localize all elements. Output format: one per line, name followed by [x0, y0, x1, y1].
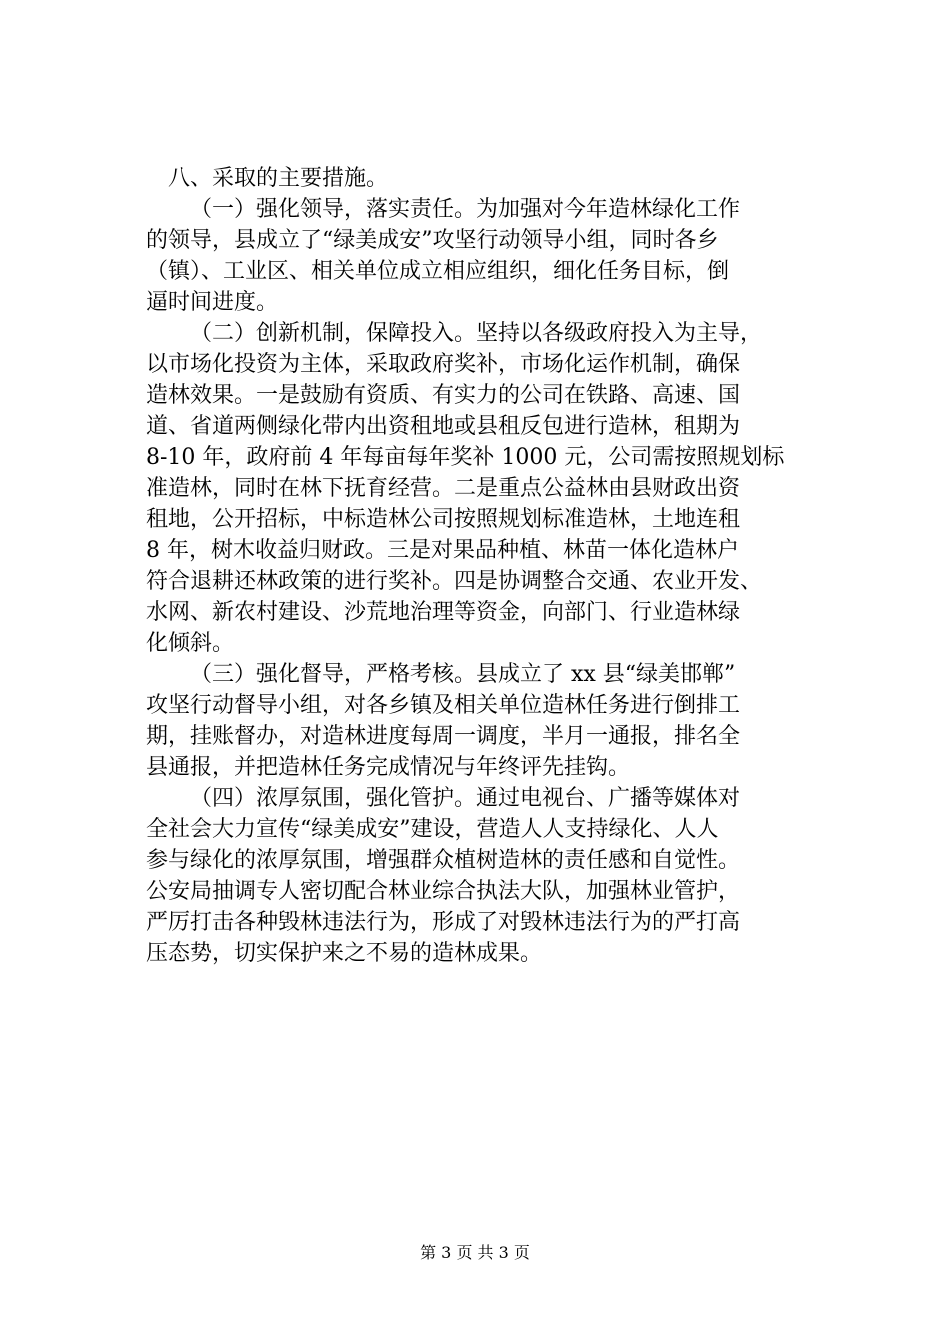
paragraph-1-line: （一）强化领导，落实责任。为加强对今年造林绿化工作	[190, 197, 741, 222]
paragraph-2-line: 水网、新农村建设、沙荒地治理等资金，向部门、行业造林绿	[146, 600, 741, 625]
paragraph-4-line: 公安局抽调专人密切配合林业综合执法大队，加强林业管护，	[146, 879, 741, 904]
paragraph-2-line: 造林效果。一是鼓励有资质、有实力的公司在铁路、高速、国	[146, 383, 741, 408]
paragraph-1-line: （镇）、工业区、相关单位成立相应组织，细化任务目标，倒	[146, 259, 730, 284]
paragraph-4-line: 参与绿化的浓厚氛围，增强群众植树造林的责任感和自觉性。	[146, 848, 741, 873]
paragraph-4-line: 全社会大力宣传“绿美成安”建设，营造人人支持绿化、人人	[146, 817, 719, 842]
paragraph-2-line: 道、省道两侧绿化带内出资租地或县租反包进行造林，租期为	[146, 414, 741, 439]
paragraph-3-line: （三）强化督导，严格考核。县成立了 xx 县“绿美邯郸”	[190, 662, 736, 687]
paragraph-4-line: 严厉打击各种毁林违法行为，形成了对毁林违法行为的严打高	[146, 910, 741, 935]
paragraph-3-line: 期，挂账督办，对造林进度每周一调度，半月一通报，排名全	[146, 724, 741, 749]
paragraph-2-line: 以市场化投资为主体，采取政府奖补，市场化运作机制，确保	[146, 352, 741, 377]
paragraph-2-line: 符合退耕还林政策的进行奖补。四是协调整合交通、农业开发、	[146, 569, 763, 594]
paragraph-3-line: 攻坚行动督导小组，对各乡镇及相关单位造林任务进行倒排工	[146, 693, 741, 718]
paragraph-4-line: 压态势，切实保护来之不易的造林成果。	[146, 941, 543, 966]
paragraph-2-line: 准造林，同时在林下抚育经营。二是重点公益林由县财政出资	[146, 476, 741, 501]
paragraph-1-line: 的领导，县成立了“绿美成安”攻坚行动领导小组，同时各乡	[146, 228, 719, 253]
paragraph-2-line: 化倾斜。	[146, 631, 235, 656]
paragraph-2-line: 8-10 年，政府前 4 年每亩每年奖补 1000 元，公司需按照规划标	[146, 445, 785, 470]
paragraph-3-line: 县通报，并把造林任务完成情况与年终评先挂钩。	[146, 755, 631, 780]
paragraph-2-line: 8 年，树木收益归财政。三是对果品种植、林苗一体化造林户	[146, 538, 739, 563]
paragraph-2-line: （二）创新机制，保障投入。坚持以各级政府投入为主导，	[190, 321, 763, 346]
document-body	[146, 163, 810, 969]
paragraph-4-line: （四）浓厚氛围，强化管护。通过电视台、广播等媒体对	[190, 786, 741, 811]
paragraph-2-line: 租地，公开招标，中标造林公司按照规划标准造林，土地连租	[146, 507, 741, 532]
section-heading: 八、采取的主要措施。	[168, 166, 389, 191]
page-number-footer: 第 3 页 共 3 页	[420, 1243, 530, 1262]
paragraph-1-line: 逼时间进度。	[146, 290, 279, 315]
